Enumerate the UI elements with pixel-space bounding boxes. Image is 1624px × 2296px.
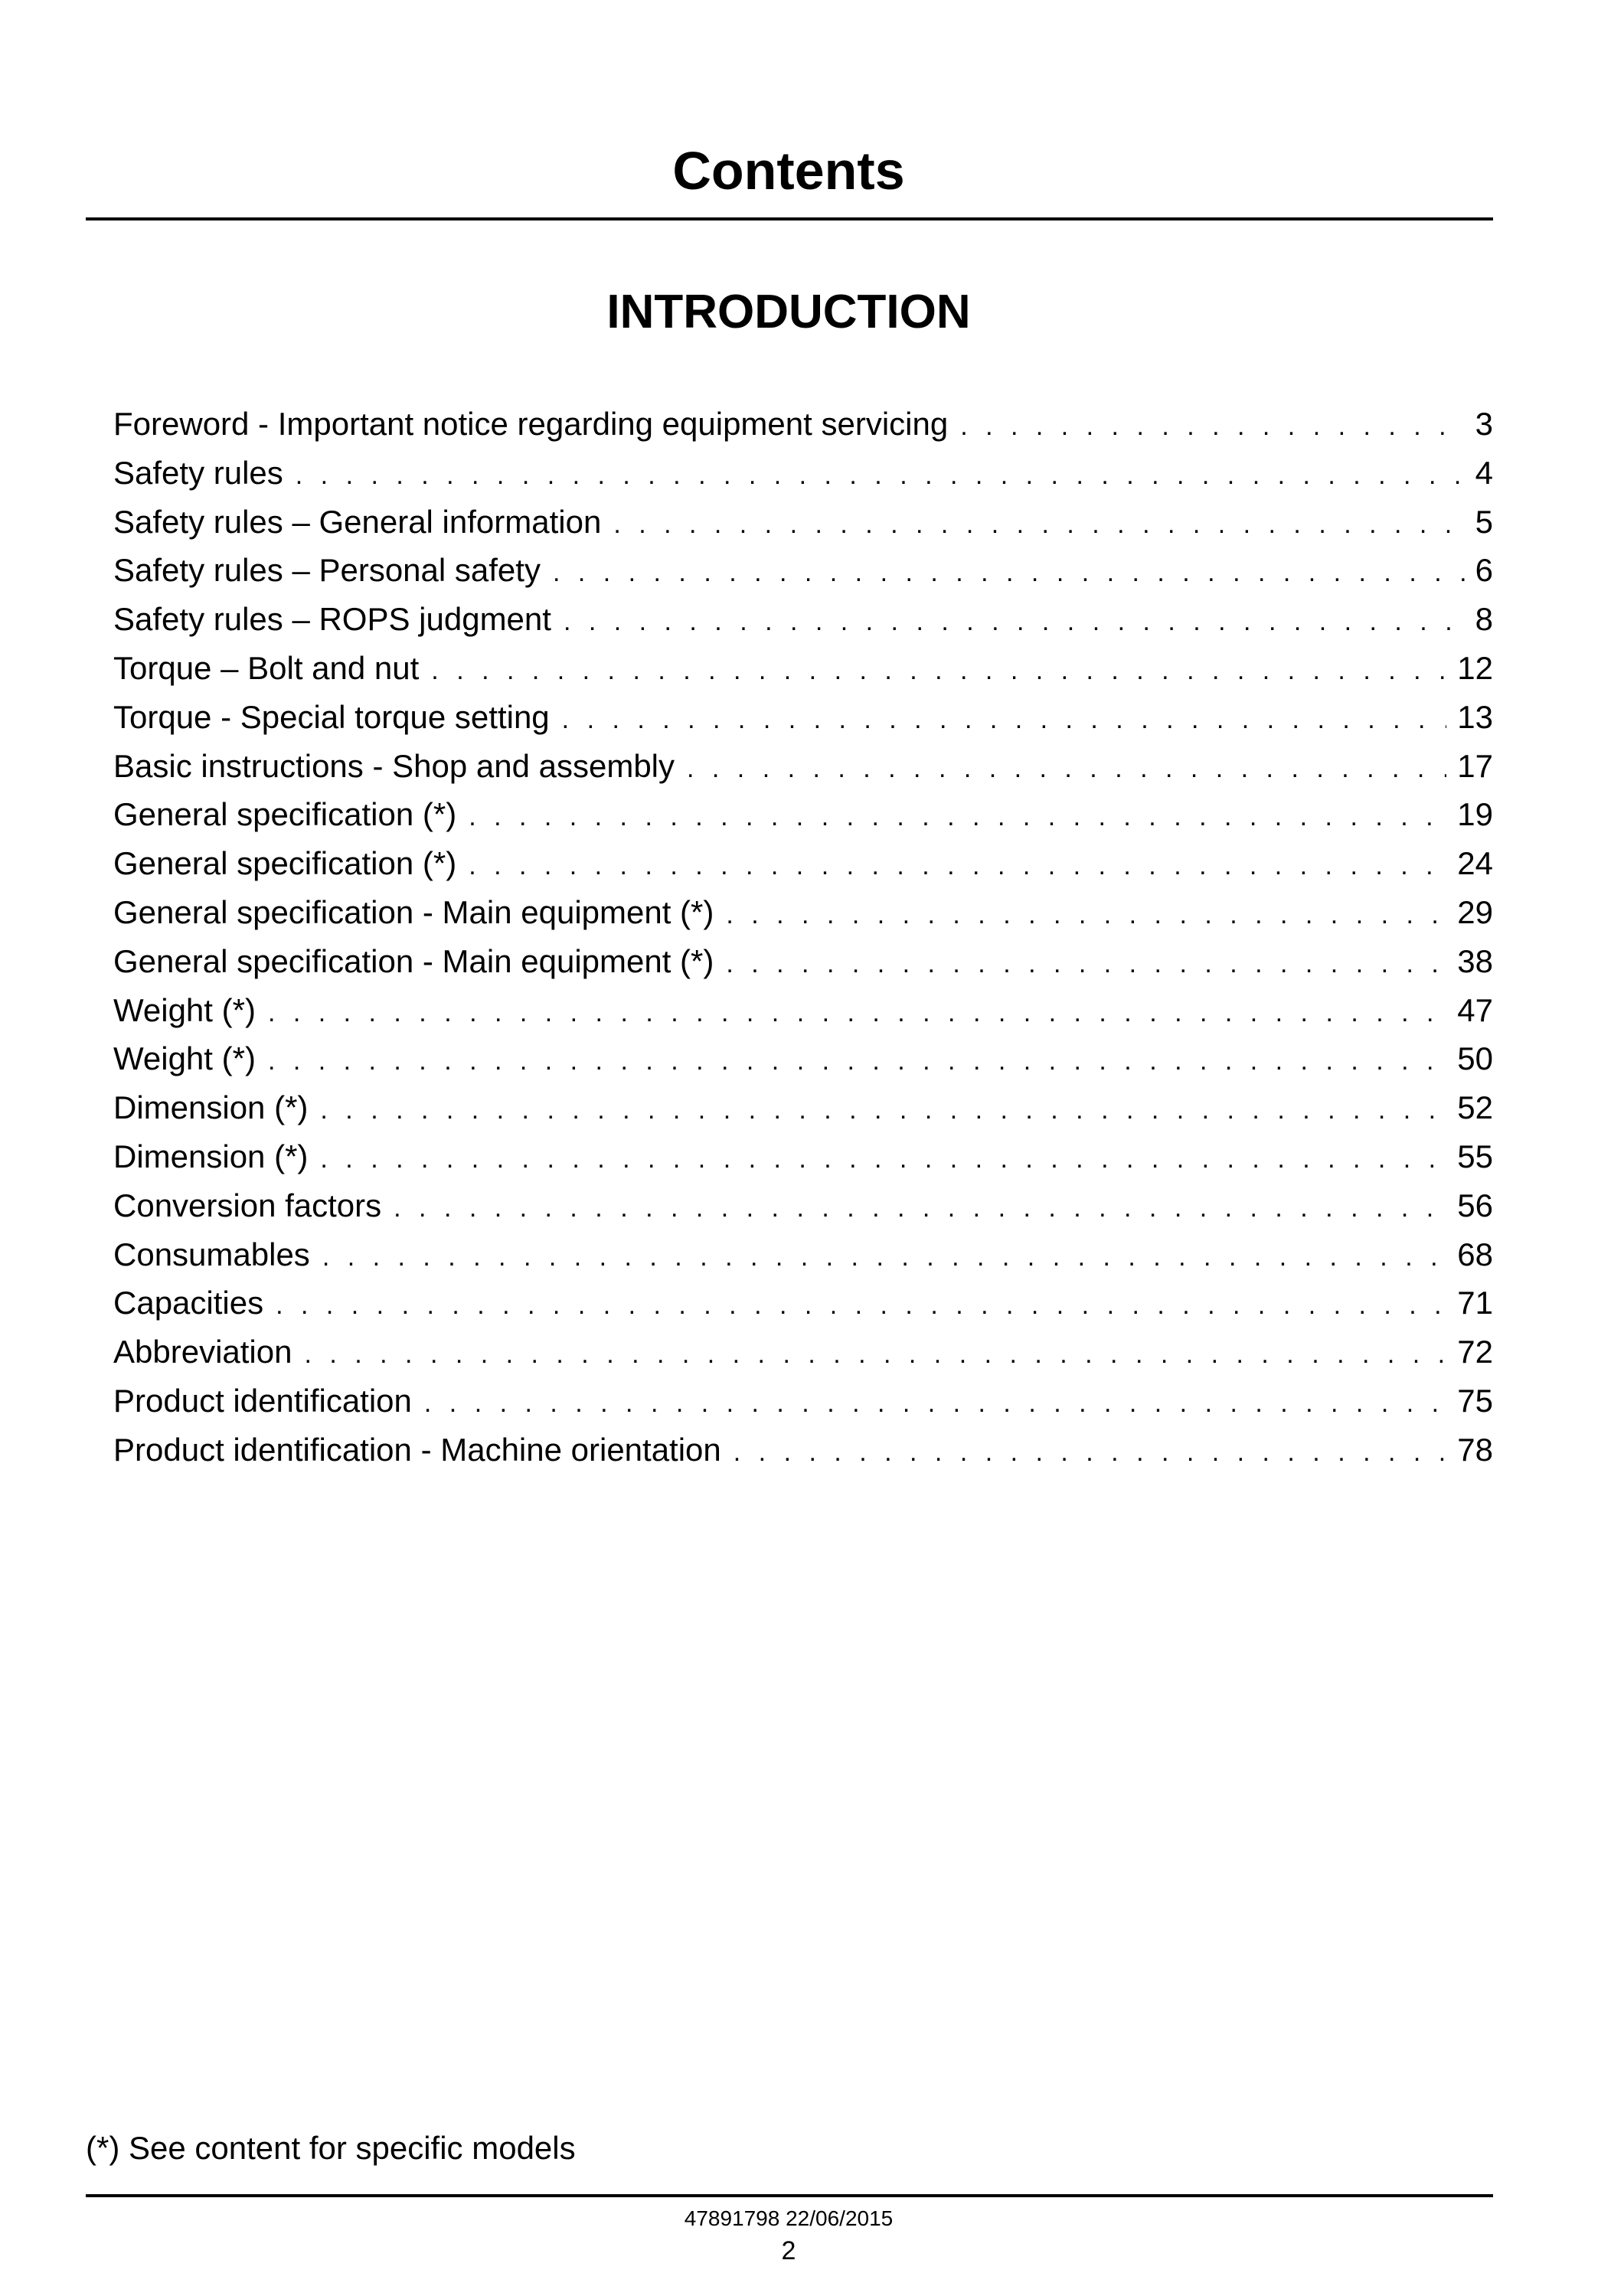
- toc-entry[interactable]: [113, 546, 1493, 595]
- toc-entry[interactable]: [113, 1279, 1493, 1328]
- toc-entry-title: Weight (*): [113, 1040, 256, 1077]
- toc-dot-leader: [613, 501, 1464, 550]
- toc-entry-page: 24: [1457, 845, 1493, 882]
- toc-dot-leader: [268, 989, 1446, 1038]
- toc-entry-title: Safety rules: [113, 454, 283, 491]
- toc-entry[interactable]: [113, 1426, 1493, 1475]
- toc-entry-title: Foreword - Important notice regarding equipment servicing: [113, 406, 949, 442]
- toc-entry-title: Weight (*): [113, 991, 256, 1028]
- toc-entry-page: 29: [1457, 893, 1493, 930]
- table-of-contents: [113, 400, 1493, 1475]
- toc-dot-leader: [726, 891, 1446, 940]
- toc-dot-leader: [320, 1086, 1446, 1135]
- toc-entry-page: 71: [1457, 1285, 1493, 1321]
- toc-entry-title: General specification - Main equipment (*): [113, 893, 714, 930]
- toc-dot-leader: [726, 940, 1446, 989]
- toc-entry-page: 6: [1475, 552, 1493, 589]
- toc-entry-page: 17: [1457, 747, 1493, 784]
- toc-entry-page: 55: [1457, 1138, 1493, 1174]
- toc-dot-leader: [431, 647, 1446, 696]
- toc-dot-leader: [562, 696, 1447, 745]
- toc-dot-leader: [960, 403, 1464, 452]
- toc-entry-title: Dimension (*): [113, 1089, 309, 1126]
- toc-entry[interactable]: [113, 400, 1493, 449]
- toc-entry-title: Safety rules – ROPS judgment: [113, 601, 551, 638]
- toc-entry-page: 4: [1475, 454, 1493, 491]
- toc-entry[interactable]: [113, 888, 1493, 937]
- toc-entry-page: 8: [1475, 601, 1493, 638]
- toc-entry-page: 56: [1457, 1187, 1493, 1223]
- toc-entry-page: 5: [1475, 503, 1493, 540]
- toc-dot-leader: [469, 793, 1446, 842]
- toc-entry[interactable]: [113, 644, 1493, 693]
- toc-entry[interactable]: [113, 937, 1493, 986]
- toc-dot-leader: [394, 1184, 1446, 1233]
- toc-entry[interactable]: [113, 449, 1493, 498]
- toc-entry[interactable]: [113, 1181, 1493, 1230]
- toc-entry-title: General specification (*): [113, 796, 457, 833]
- toc-entry-title: Safety rules – General information: [113, 503, 602, 540]
- toc-dot-leader: [424, 1380, 1446, 1429]
- toc-entry-page: 50: [1457, 1040, 1493, 1077]
- toc-entry[interactable]: [113, 790, 1493, 839]
- toc-dot-leader: [320, 1135, 1446, 1184]
- toc-entry-title: Abbreviation: [113, 1334, 292, 1370]
- toc-entry-page: 3: [1475, 406, 1493, 442]
- toc-dot-leader: [304, 1331, 1446, 1380]
- toc-entry-page: 13: [1457, 698, 1493, 735]
- toc-dot-leader: [322, 1233, 1446, 1282]
- toc-entry[interactable]: [113, 1132, 1493, 1181]
- toc-entry-page: 38: [1457, 942, 1493, 979]
- toc-dot-leader: [296, 452, 1465, 501]
- toc-dot-leader: [276, 1282, 1446, 1331]
- document-id: 47891798 22/06/2015: [684, 2206, 894, 2230]
- toc-entry-title: General specification - Main equipment (*): [113, 942, 714, 979]
- toc-entry-title: Consumables: [113, 1236, 310, 1272]
- header-divider: [86, 217, 1493, 220]
- toc-dot-leader: [734, 1429, 1447, 1478]
- toc-entry-page: 68: [1457, 1236, 1493, 1272]
- footnote: (*) See content for specific models: [86, 2130, 576, 2166]
- toc-entry-page: 75: [1457, 1382, 1493, 1419]
- toc-dot-leader: [687, 745, 1446, 794]
- page-number: 2: [781, 2236, 796, 2265]
- toc-entry-title: Conversion factors: [113, 1187, 382, 1223]
- toc-entry[interactable]: [113, 1230, 1493, 1279]
- toc-entry-title: Product identification: [113, 1382, 412, 1419]
- toc-entry-title: Capacities: [113, 1285, 264, 1321]
- toc-entry-page: 72: [1457, 1334, 1493, 1370]
- toc-entry-title: Dimension (*): [113, 1138, 309, 1174]
- toc-entry-title: Product identification - Machine orientation: [113, 1431, 721, 1468]
- toc-entry-title: Basic instructions - Shop and assembly: [113, 747, 675, 784]
- toc-dot-leader: [268, 1037, 1446, 1086]
- toc-entry[interactable]: [113, 595, 1493, 644]
- toc-entry[interactable]: [113, 1328, 1493, 1377]
- toc-entry-page: 47: [1457, 991, 1493, 1028]
- toc-dot-leader: [553, 549, 1465, 598]
- toc-entry-title: General specification (*): [113, 845, 457, 882]
- toc-entry[interactable]: [113, 986, 1493, 1035]
- section-title: INTRODUCTION: [606, 286, 971, 338]
- toc-entry-page: 12: [1457, 649, 1493, 686]
- toc-entry-title: Torque – Bolt and nut: [113, 649, 420, 686]
- toc-entry-page: 78: [1457, 1431, 1493, 1468]
- footer-divider: [86, 2194, 1493, 2197]
- toc-entry[interactable]: [113, 1034, 1493, 1083]
- toc-entry[interactable]: [113, 742, 1493, 791]
- toc-entry[interactable]: [113, 1083, 1493, 1132]
- toc-entry[interactable]: [113, 1377, 1493, 1426]
- toc-entry[interactable]: [113, 693, 1493, 742]
- toc-entry-title: Torque - Special torque setting: [113, 698, 550, 735]
- toc-entry-page: 19: [1457, 796, 1493, 833]
- toc-dot-leader: [564, 598, 1465, 647]
- toc-entry-title: Safety rules – Personal safety: [113, 552, 541, 589]
- page-title: Contents: [672, 141, 905, 201]
- toc-entry-page: 52: [1457, 1089, 1493, 1126]
- toc-dot-leader: [469, 842, 1446, 891]
- toc-entry[interactable]: [113, 839, 1493, 888]
- toc-entry[interactable]: [113, 498, 1493, 547]
